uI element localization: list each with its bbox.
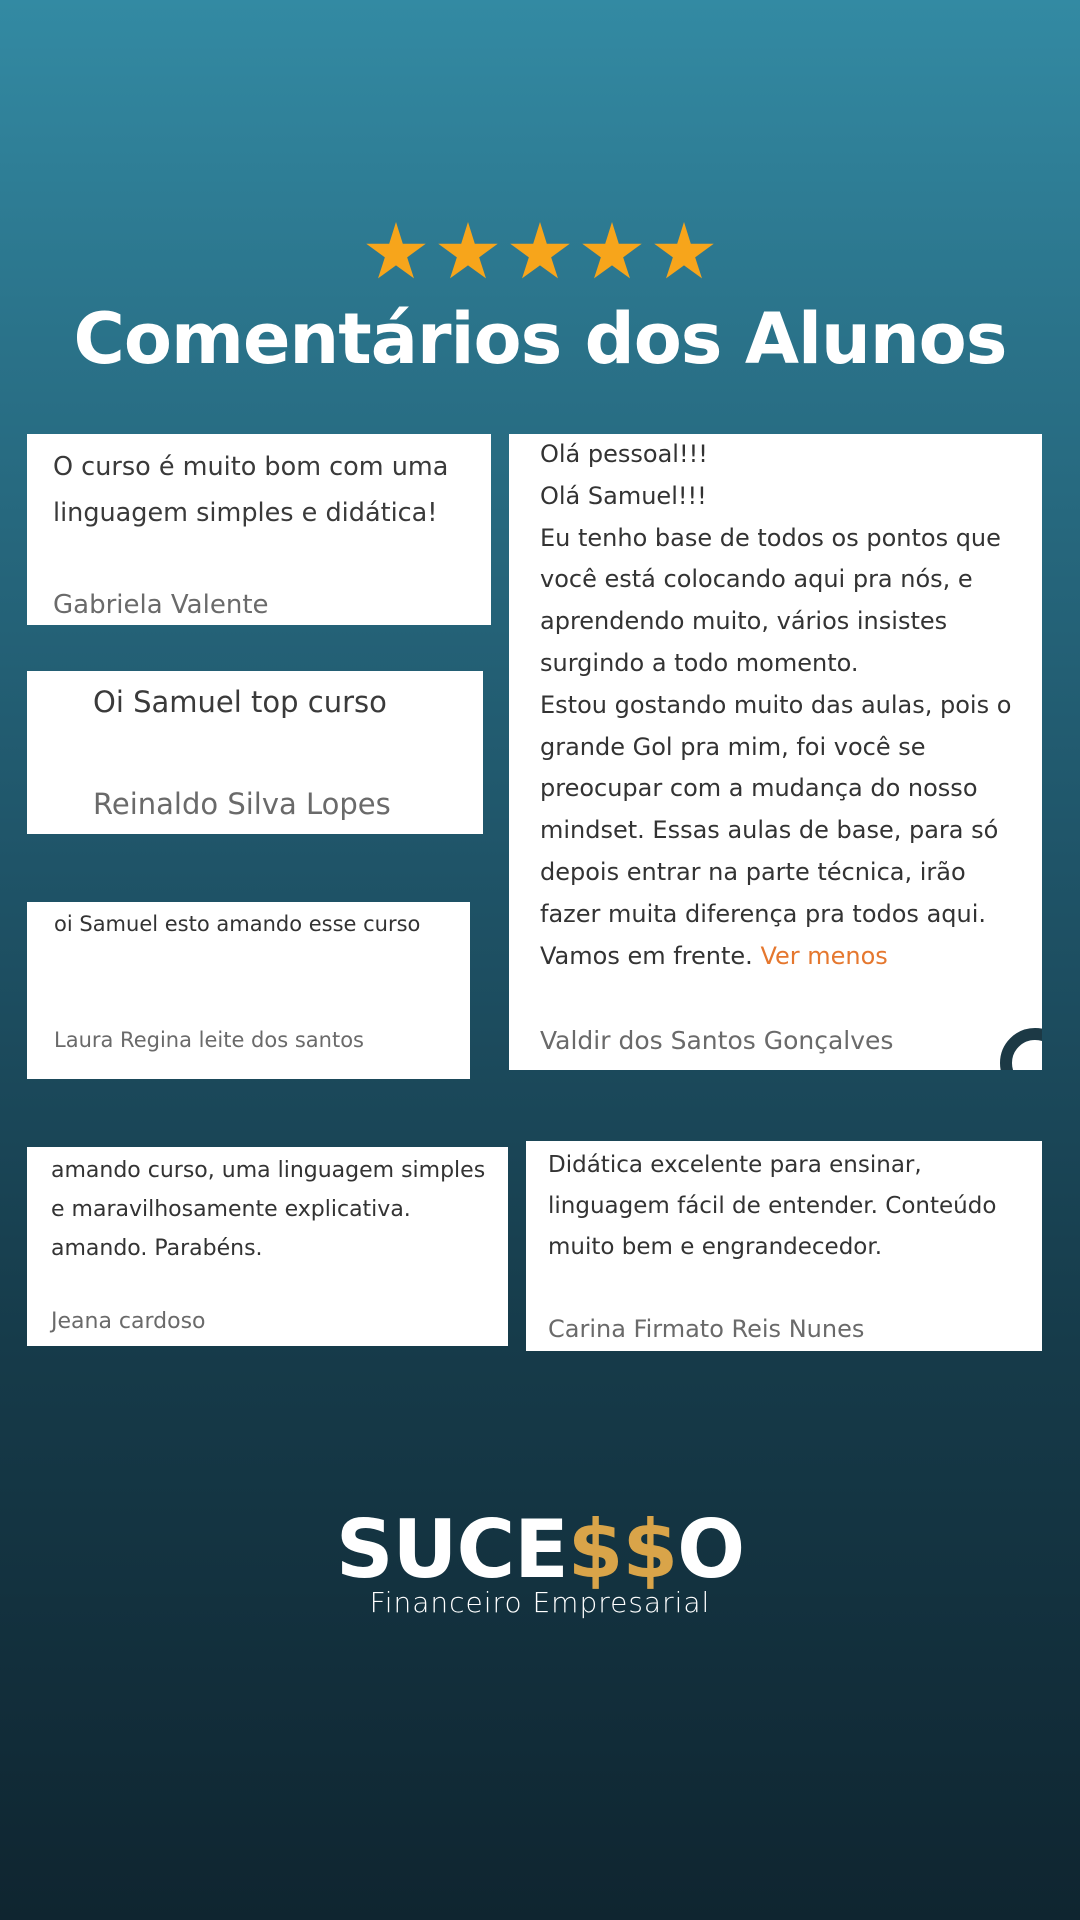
review-card: [526, 1141, 1042, 1351]
loading-spinner-icon: [1000, 1028, 1042, 1070]
see-less-link[interactable]: Ver menos: [760, 941, 888, 970]
review-author: Laura Regina leite dos santos: [54, 1028, 364, 1052]
review-card: [27, 671, 483, 834]
review-author: Gabriela Valente: [53, 590, 269, 620]
review-author: Reinaldo Silva Lopes: [93, 787, 391, 821]
review-card: [27, 1147, 508, 1346]
star-icon: [509, 222, 571, 284]
logo-wordmark: [0, 1503, 1080, 1596]
review-text: [540, 434, 1011, 977]
review-text: Didática excelente para ensinar, linguagem fácil de entender. Conteúdo muito bem e engrandecedor.: [548, 1152, 997, 1260]
logo-dollar-signs: $$: [567, 1503, 678, 1596]
review-card: [27, 902, 470, 1079]
logo-part-1: SUCE: [335, 1503, 568, 1596]
rating-stars: [0, 222, 1080, 284]
review-card: [27, 434, 491, 625]
star-icon: [365, 222, 427, 284]
review-text: Oi Samuel top curso: [93, 685, 387, 719]
review-text: oi Samuel esto amando esse curso: [54, 912, 421, 936]
review-text: amando curso, uma linguagem simples e maravilhosamente explicativa. amando. Parabéns.: [51, 1158, 486, 1261]
review-text: O curso é muito bom com uma linguagem simples e didática!: [53, 452, 449, 528]
logo-subtitle: Financeiro Empresarial: [369, 1586, 711, 1619]
star-icon: [653, 222, 715, 284]
review-author: Jeana cardoso: [51, 1309, 206, 1334]
page-title: Comentários dos Alunos: [73, 298, 1007, 380]
logo-part-3: O: [677, 1503, 745, 1596]
brand-logo: [0, 1503, 1080, 1619]
review-card: [509, 434, 1042, 1070]
review-text-body: Olá pessoal!!! Olá Samuel!!! Eu tenho base de todos os pontos que você está colocando aqui pra nós, e aprendendo muito, vários insistes surgindo a todo momento. Estou gostando muito das aulas, pois o grande Gol pra mim, foi você se preocupar com a mudança do nosso mindset. Essas aulas de base, para só depois entrar na parte técnica, irão fazer muita diferença pra todos aqui. Vamos em frente.: [540, 440, 1012, 970]
review-author: Carina Firmato Reis Nunes: [548, 1315, 865, 1343]
star-icon: [581, 222, 643, 284]
star-icon: [437, 222, 499, 284]
review-author: Valdir dos Santos Gonçalves: [540, 1026, 894, 1055]
